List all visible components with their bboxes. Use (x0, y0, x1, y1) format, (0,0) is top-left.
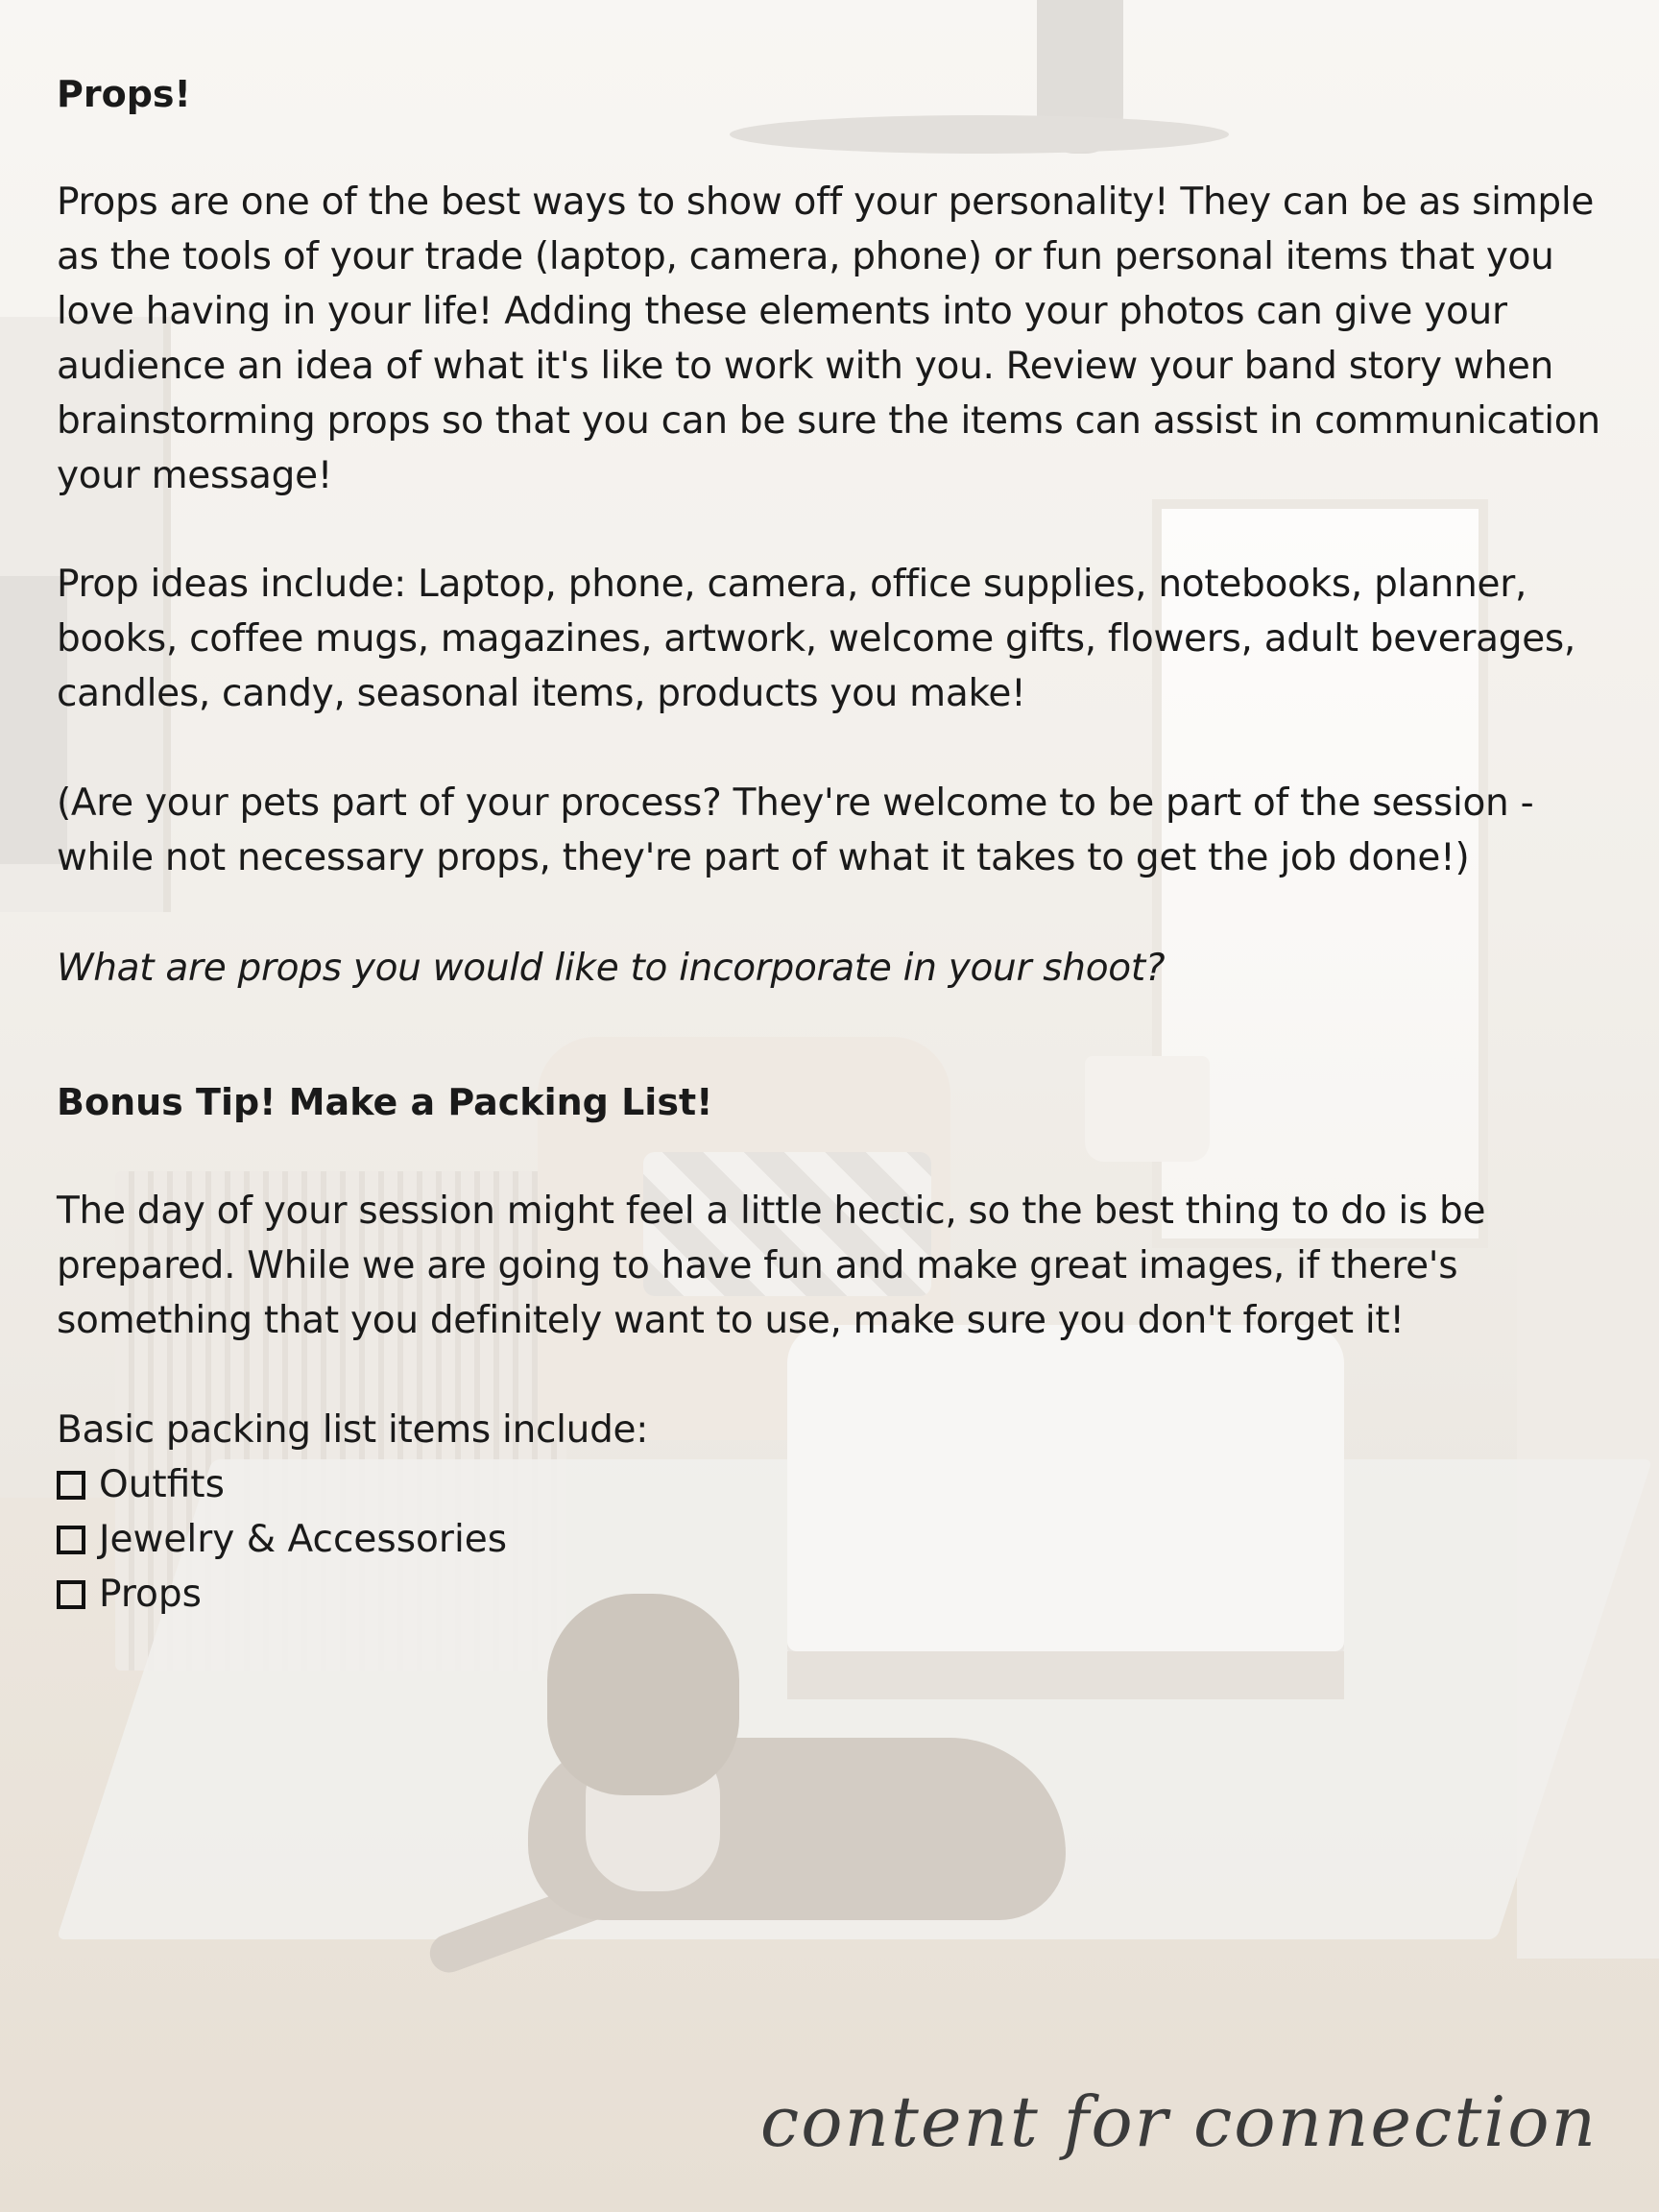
text-line: something that you definitely want to use, make sure you don't forget it! (57, 1299, 1405, 1342)
text-line: while not necessary props, they're part of what it takes to get the job done!) (57, 836, 1470, 879)
text-line: (Are your pets part of your process? They're welcome to be part of the session - (57, 781, 1534, 825)
checkbox-icon[interactable] (57, 1526, 85, 1554)
text-line: audience an idea of what it's like to work with you. Review your band story when (57, 345, 1554, 388)
session-paragraph (57, 1184, 1612, 1348)
text-line: books, coffee mugs, magazines, artwork, welcome gifts, flowers, adult beverages, (57, 617, 1576, 661)
table-lamp (1085, 1056, 1210, 1162)
text-line: The day of your session might feel a little hectic, so the best thing to do is be (57, 1190, 1486, 1233)
text-line: candles, candy, seasonal items, products you make! (57, 672, 1026, 715)
checklist-item-label: Props (99, 1573, 202, 1616)
brand-signature: content for connection (759, 2081, 1598, 2162)
dog (384, 1575, 1190, 1939)
props-heading: Props! (57, 73, 191, 115)
checklist-item[interactable] (57, 1457, 507, 1512)
text-line: brainstorming props so that you can be sure the items can assist in communication (57, 399, 1600, 443)
bonus-heading: Bonus Tip! Make a Packing List! (57, 1081, 713, 1123)
packing-checklist (57, 1457, 507, 1622)
checkbox-icon[interactable] (57, 1580, 85, 1609)
ceiling-fan-blade (730, 115, 1229, 154)
prop-question: What are props you would like to incorporate in your shoot? (57, 947, 1166, 990)
text-line: love having in your life! Adding these elements into your photos can give your (57, 290, 1507, 333)
text-line: prepared. While we are going to have fun and make great images, if there's (57, 1244, 1458, 1287)
text-line: Prop ideas include: Laptop, phone, camera, office supplies, notebooks, planner, (57, 563, 1527, 606)
checklist-item-label: Jewelry & Accessories (99, 1518, 508, 1561)
text-line: Props are one of the best ways to show off your personality! They can be as simple (57, 180, 1595, 224)
packing-intro: Basic packing list items include: (57, 1408, 649, 1452)
dog-head (547, 1594, 739, 1795)
checklist-item[interactable] (57, 1567, 507, 1622)
checkbox-icon[interactable] (57, 1471, 85, 1500)
props-paragraph (57, 175, 1612, 503)
pets-paragraph (57, 776, 1612, 885)
text-line: as the tools of your trade (laptop, camera, phone) or fun personal items that you (57, 235, 1554, 278)
checklist-item-label: Outfits (99, 1463, 225, 1506)
text-line: your message! (57, 454, 333, 497)
checklist-item[interactable] (57, 1512, 507, 1567)
prop-ideas-paragraph (57, 557, 1612, 721)
